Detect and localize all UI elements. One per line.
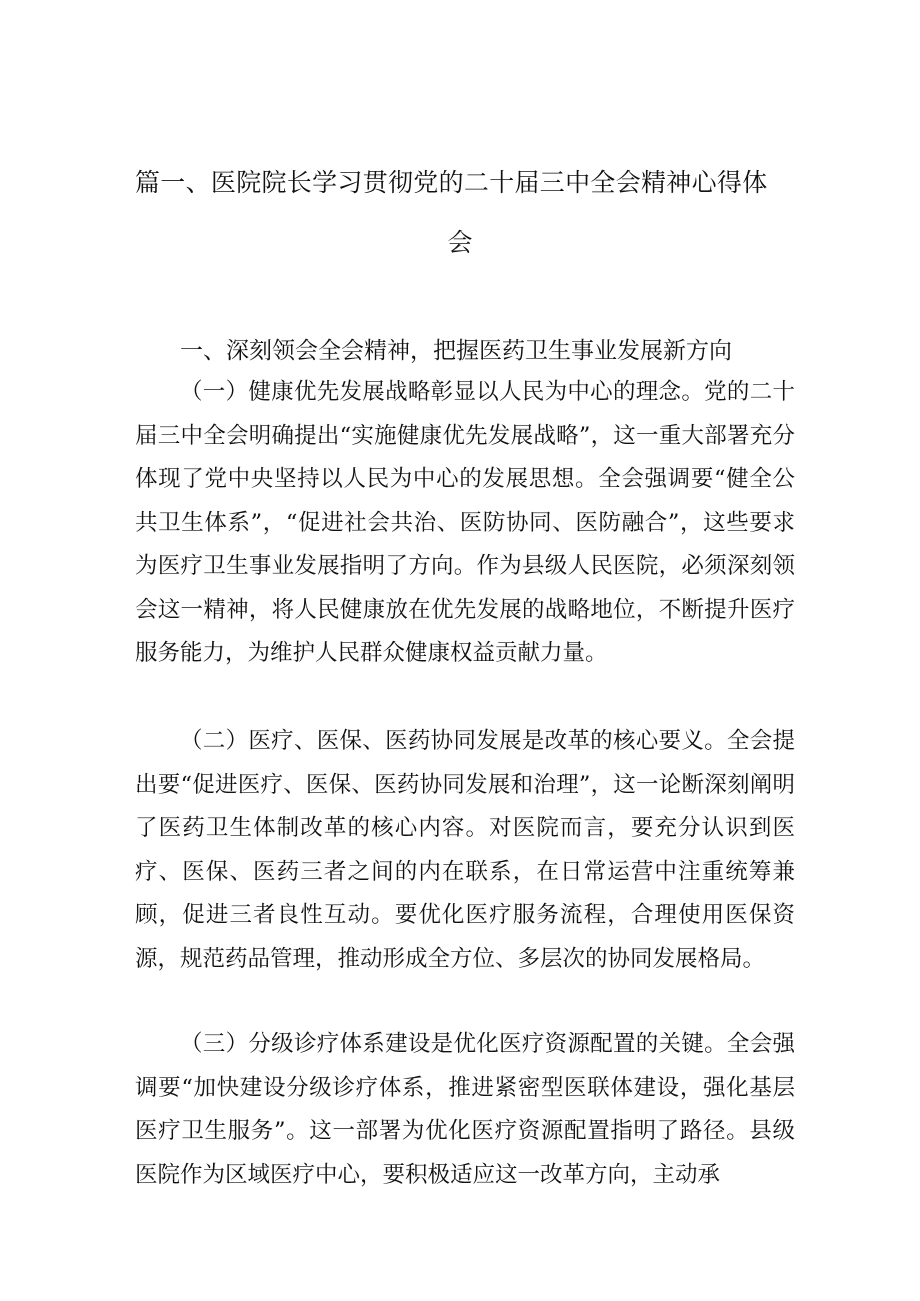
paragraph-1: （一）健康优先发展战略彰显以人民为中心的理念。党的二十届三中全会明确提出“实施健康优先发展战略”，这一重大部署充分体现了党中央坚持以人民为中心的发展思想。全会强调要“健全公共卫生体系”，“促进社会共治、医防协同、医防融合”，这些要求为医疗卫生事业发展指明了方向。作为县级人民医院，必须深刻领会这一精神，将人民健康放在优先发展的战略地位，不断提升医疗服务能力，为维护人民群众健康权益贡献力量。 [135, 379, 795, 666]
section-heading: 一、深刻领会全会精神，把握医药卫生事业发展新方向 [180, 338, 732, 364]
paragraph-3: （三）分级诊疗体系建设是优化医疗资源配置的关键。全会强调要“加快建设分级诊疗体系，推进紧密型医联体建设，强化基层医疗卫生服务”。这一部署为优化医疗资源配置指明了路径。县级医院作为区域医疗中心，要积极适应这一改革方向，主动承 [135, 1031, 795, 1188]
paragraph-2: （二）医疗、医保、医药协同发展是改革的核心要义。全会提出要“促进医疗、医保、医药协同发展和治理”，这一论断深刻阐明了医药卫生体制改革的核心内容。对医院而言，要充分认识到医疗、医保、医药三者之间的内在联系，在日常运营中注重统筹兼顾，促进三者良性互动。要优化医疗服务流程，合理使用医保资源，规范药品管理，推动形成全方位、多层次的协同发展格局。 [135, 728, 795, 972]
document-title-continuation: 会 [447, 228, 473, 257]
document-title: 篇一、医院院长学习贯彻党的二十届三中全会精神心得体 [135, 168, 768, 197]
